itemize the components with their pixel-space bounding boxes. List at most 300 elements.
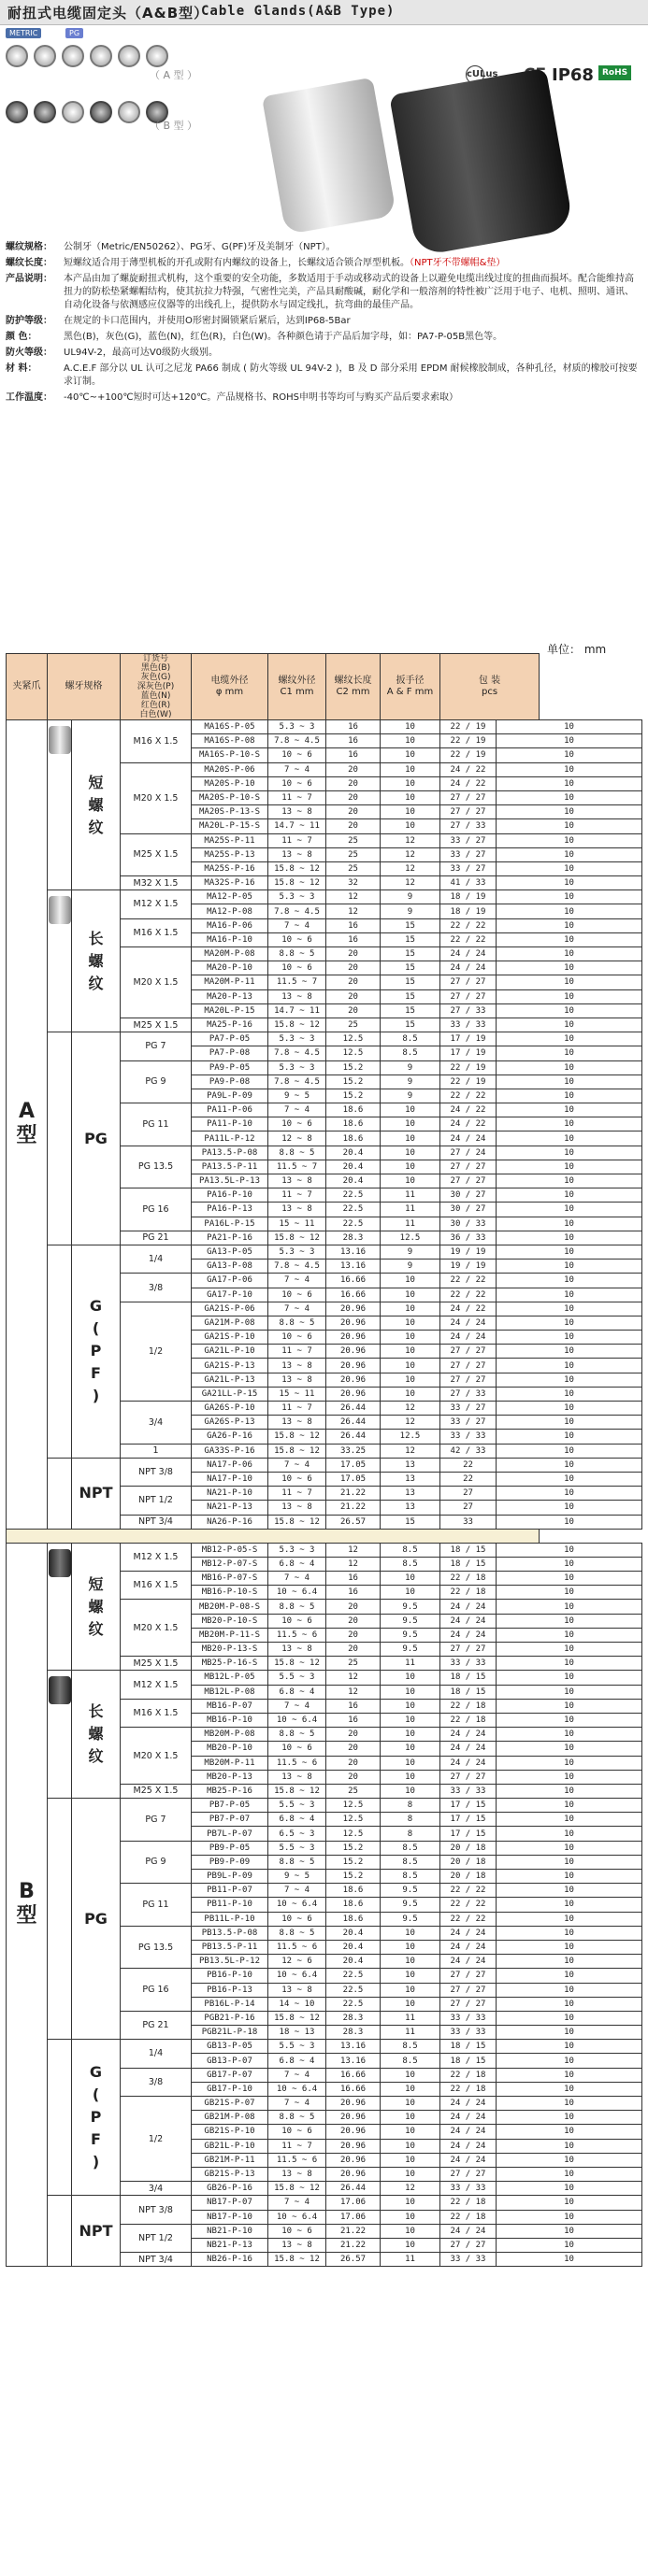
thread-od: 12.5 [326,1032,381,1046]
thread-len: 10 [381,2097,440,2111]
thread-od: 20 [326,1628,381,1642]
order-no: PB7L-P-07 [192,1827,268,1841]
wrench-size: 24 / 22 [440,1103,497,1117]
type-a-label: （ A 型 ） [150,69,198,81]
wrench-size: 27 / 33 [440,1003,497,1018]
order-no: NB21-P-13 [192,2238,268,2252]
cable-dia: 5.5 ~ 3 [268,1841,326,1855]
cable-dia: 11 ~ 7 [268,1345,326,1359]
cable-dia: 10 ~ 6 [268,1912,326,1926]
pack-qty: 10 [497,1685,642,1699]
order-no: MA12-P-05 [192,890,268,904]
order-no: GB21M-P-08 [192,2111,268,2125]
wrench-size: 17 / 19 [440,1046,497,1060]
cable-dia: 8.8 ~ 5 [268,1855,326,1869]
thread-len: 10 [381,2238,440,2252]
cable-dia: 7 ~ 4 [268,1274,326,1288]
thread-len: 9 [381,1089,440,1103]
thread-od: 17.05 [326,1458,381,1472]
thread-len: 10 [381,1174,440,1188]
pack-qty: 10 [497,1416,642,1430]
clamp-image-cell [48,2196,72,2267]
cable-dia: 11 ~ 7 [268,833,326,847]
thread-od: 20.96 [326,1387,381,1401]
cable-dia: 8.8 ~ 5 [268,1926,326,1940]
order-no: PA7-P-08 [192,1046,268,1060]
cable-dia: 9 ~ 5 [268,1870,326,1884]
thread-len: 11 [381,2011,440,2025]
order-no: PA21-P-16 [192,1231,268,1245]
pack-qty: 10 [497,1174,642,1188]
pack-qty: 10 [497,1870,642,1884]
thread-len: 13 [381,1458,440,1472]
thread-len: 15 [381,947,440,961]
cable-dia: 12 ~ 6 [268,1955,326,1969]
order-no: GA21L-P-10 [192,1345,268,1359]
thread-od: 20 [326,1728,381,1742]
thread-spec: 3/8 [121,2068,192,2096]
thread-od: 16 [326,1586,381,1600]
pack-qty: 10 [497,2026,642,2040]
thread-len: 12.5 [381,1430,440,1444]
order-no: MA20S-P-06 [192,762,268,776]
thread-spec: M20 X 1.5 [121,947,192,1018]
title-en: Cable Glands(A&B Type) [201,4,396,19]
wrench-size: 27 / 27 [440,1983,497,1997]
info-label: 材 料： [6,363,37,374]
thread-od: 20.4 [326,1926,381,1940]
thread-od: 22.5 [326,1997,381,2011]
thread-len: 10 [381,1671,440,1685]
thread-len: 9.5 [381,1912,440,1926]
order-no: MA20-P-10 [192,961,268,975]
order-no: MA20-P-13 [192,989,268,1003]
cable-dia: 15.8 ~ 12 [268,2253,326,2267]
cable-dia: 5.5 ~ 3 [268,1671,326,1685]
info-label: 颜 色： [6,332,37,342]
cable-dia: 10 ~ 6.4 [268,1586,326,1600]
wrench-size: 24 / 24 [440,2139,497,2153]
thread-spec: M16 X 1.5 [121,1572,192,1600]
cable-dia: 13 ~ 8 [268,1416,326,1430]
wrench-size: 18 / 19 [440,904,497,918]
thread-len: 15 [381,989,440,1003]
pack-qty: 10 [497,1657,642,1671]
thread-len: 11 [381,2026,440,2040]
order-no: GB21S-P-10 [192,2125,268,2139]
wrench-size: 33 / 33 [440,1018,497,1032]
pack-qty: 10 [497,1827,642,1841]
order-no: GA21L-P-13 [192,1373,268,1387]
thread-spec: M32 X 1.5 [121,876,192,890]
thread-len: 10 [381,1940,440,1954]
cable-dia: 7.8 ~ 4.5 [268,1075,326,1089]
wrench-size: 18 / 15 [440,1543,497,1557]
cable-dia: 5.5 ~ 3 [268,1799,326,1813]
pack-qty: 10 [497,2139,642,2153]
cable-dia: 7.8 ~ 4.5 [268,734,326,748]
order-no: PA9-P-05 [192,1060,268,1075]
wrench-size: 33 / 33 [440,2026,497,2040]
pack-qty: 10 [497,1855,642,1869]
order-no: PB16L-P-14 [192,1997,268,2011]
thread-len: 10 [381,748,440,762]
order-no: PB7-P-05 [192,1799,268,1813]
thread-len: 10 [381,1713,440,1727]
thread-od: 26.44 [326,1430,381,1444]
order-no: MB25-P-16 [192,1784,268,1798]
thread-len: 9 [381,1075,440,1089]
cable-dia: 12 ~ 8 [268,1131,326,1146]
cable-dia: 9 ~ 5 [268,1089,326,1103]
cable-dia: 8.8 ~ 5 [268,947,326,961]
wrench-size: 33 / 33 [440,2253,497,2267]
thread-len: 10 [381,1274,440,1288]
order-no: PA11-P-10 [192,1117,268,1131]
wrench-size: 27 / 27 [440,1345,497,1359]
pack-qty: 10 [497,861,642,875]
pack-qty: 10 [497,2082,642,2096]
order-no: PA13.5L-P-13 [192,1174,268,1188]
thread-od: 16 [326,1713,381,1727]
thread-od: 33.25 [326,1444,381,1458]
thread-od: 26.44 [326,1402,381,1416]
cable-dia: 6.8 ~ 4 [268,1685,326,1699]
thread-od: 12 [326,904,381,918]
pack-qty: 10 [497,833,642,847]
thread-spec: M25 X 1.5 [121,833,192,876]
wrench-size: 24 / 24 [440,1316,497,1330]
thread-od: 12 [326,1671,381,1685]
table-row [7,1799,642,1813]
order-no: GB13-P-07 [192,2054,268,2068]
thread-len: 8.5 [381,1543,440,1557]
thread-spec: 1/4 [121,2040,192,2068]
wrench-size: 41 / 33 [440,876,497,890]
thread-od: 21.22 [326,2224,381,2238]
thread-len: 10 [381,1387,440,1401]
order-no: GA13-P-08 [192,1260,268,1274]
pack-qty: 10 [497,1515,642,1529]
pack-qty: 10 [497,2238,642,2252]
pack-qty: 10 [497,1813,642,1827]
thread-len: 8.5 [381,1557,440,1571]
wrench-size: 33 / 33 [440,1784,497,1798]
order-no: MB20M-P-08 [192,1728,268,1742]
cable-dia: 5.3 ~ 3 [268,1032,326,1046]
order-no: GA21S-P-10 [192,1331,268,1345]
thread-od: 20 [326,776,381,790]
cable-dia: 10 ~ 6 [268,1614,326,1628]
order-no: GA21M-P-08 [192,1316,268,1330]
thread-od: 20.96 [326,1302,381,1316]
cable-dia: 11 ~ 7 [268,2139,326,2153]
cable-dia: 5.3 ~ 3 [268,720,326,734]
cable-dia: 6.8 ~ 4 [268,1813,326,1827]
order-no: MA20M-P-08 [192,947,268,961]
thread-od: 20.96 [326,2111,381,2125]
info-row [6,315,641,328]
thread-len: 10 [381,1103,440,1117]
thread-od: 26.44 [326,1416,381,1430]
wrench-size: 22 / 18 [440,1586,497,1600]
pack-qty: 10 [497,876,642,890]
cable-dia: 7.8 ~ 4.5 [268,1260,326,1274]
info-label: 工作温度： [6,392,52,403]
thread-len: 10 [381,805,440,819]
type-label: A 型 [7,720,48,1530]
thread-len: 12 [381,2182,440,2196]
thread-od: 12.5 [326,1046,381,1060]
thread-len: 11 [381,1203,440,1217]
order-no: GA17-P-06 [192,1274,268,1288]
header-thread-spec: 螺牙规格 [48,654,121,720]
cable-dia: 15 ~ 11 [268,1387,326,1401]
cable-dia: 10 ~ 6 [268,1472,326,1486]
pack-qty: 10 [497,1103,642,1117]
cable-dia: 11.5 ~ 6 [268,2153,326,2167]
gland-icon [49,896,71,924]
thread-od: 16.66 [326,1274,381,1288]
thread-od: 16 [326,932,381,946]
pack-qty: 10 [497,1756,642,1770]
order-no: MA20S-P-10 [192,776,268,790]
wrench-size: 33 / 33 [440,2011,497,2025]
cable-dia: 10 ~ 6 [268,1331,326,1345]
thread-len: 10 [381,720,440,734]
thread-len: 10 [381,1983,440,1997]
pack-qty: 10 [497,1912,642,1926]
thread-od: 22.5 [326,1983,381,1997]
wrench-size: 33 [440,1515,497,1529]
thread-len: 12 [381,1402,440,1416]
thread-len: 10 [381,1146,440,1160]
cable-dia: 10 ~ 6 [268,2224,326,2238]
thread-len: 10 [381,1302,440,1316]
wrench-size: 24 / 24 [440,1331,497,1345]
pack-qty: 10 [497,1018,642,1032]
thread-len: 15 [381,918,440,932]
cable-gland-b-photo [389,68,574,257]
clamp-image-cell [48,2040,72,2196]
thread-len: 11 [381,1657,440,1671]
cable-dia: 10 ~ 6 [268,776,326,790]
wrench-size: 30 / 27 [440,1203,497,1217]
thread-len: 9.5 [381,1628,440,1642]
cable-dia: 6.8 ~ 4 [268,1557,326,1571]
thread-od: 15.2 [326,1841,381,1855]
pack-qty: 10 [497,1742,642,1756]
wrench-size: 27 / 27 [440,805,497,819]
thread-od: 22.5 [326,1217,381,1231]
wrench-size: 24 / 22 [440,1117,497,1131]
cable-dia: 10 ~ 6 [268,748,326,762]
pack-qty: 10 [497,1770,642,1784]
thread-len: 9.5 [381,1614,440,1628]
cable-dia: 5.5 ~ 3 [268,2040,326,2054]
cable-dia: 15.8 ~ 12 [268,1784,326,1798]
wrench-size: 19 / 19 [440,1245,497,1259]
thread-od: 28.3 [326,2011,381,2025]
cable-dia: 5.3 ~ 3 [268,1543,326,1557]
table-row [7,720,642,734]
cable-dia: 11 ~ 7 [268,1188,326,1203]
cable-dia: 10 ~ 6 [268,1742,326,1756]
order-no: MA20M-P-11 [192,975,268,989]
pack-qty: 10 [497,1359,642,1373]
pack-qty: 10 [497,748,642,762]
header-thread-len: 螺纹长度 C2 mm [326,654,381,720]
thread-od: 15.2 [326,1855,381,1869]
info-label: 螺纹长度： [6,258,52,268]
wrench-size: 24 / 24 [440,961,497,975]
thread-len: 12 [381,1444,440,1458]
table-row [7,890,642,904]
exploded-view-b [6,101,168,123]
cable-dia: 13 ~ 8 [268,847,326,861]
wrench-size: 24 / 24 [440,2224,497,2238]
order-no: MB20-P-13 [192,1770,268,1784]
thread-len: 10 [381,1955,440,1969]
thread-spec: 1/2 [121,2097,192,2182]
wrench-size: 27 / 27 [440,1770,497,1784]
wrench-size: 33 / 33 [440,2182,497,2196]
wrench-size: 30 / 33 [440,1217,497,1231]
thread-len: 10 [381,1756,440,1770]
cable-dia: 11.5 ~ 7 [268,975,326,989]
cable-dia: 13 ~ 8 [268,2167,326,2181]
pg-badge: PG [65,28,83,38]
pack-qty: 10 [497,1046,642,1060]
order-no: NB17-P-10 [192,2210,268,2224]
thread-len: 10 [381,2111,440,2125]
pack-qty: 10 [497,1075,642,1089]
thread-od: 18.6 [326,1131,381,1146]
order-no: PA7-P-05 [192,1032,268,1046]
thread-spec: PG 11 [121,1884,192,1927]
pack-qty: 10 [497,2253,642,2267]
cable-dia: 7 ~ 4 [268,1103,326,1117]
thread-spec: M12 X 1.5 [121,890,192,918]
thread-len: 10 [381,1345,440,1359]
cable-dia: 15.8 ~ 12 [268,861,326,875]
wrench-size: 24 / 24 [440,2125,497,2139]
thread-spec: 1 [121,1444,192,1458]
pack-qty: 10 [497,1983,642,1997]
cable-dia: 6.5 ~ 3 [268,1827,326,1841]
order-no: MB20-P-10-S [192,1614,268,1628]
order-no: MB12-P-05-S [192,1543,268,1557]
thread-spec: PG 13.5 [121,1146,192,1188]
thread-spec: 3/8 [121,1274,192,1302]
order-no: GA26-P-16 [192,1430,268,1444]
pack-qty: 10 [497,2224,642,2238]
order-no: PB11L-P-10 [192,1912,268,1926]
cable-dia: 7.8 ~ 4.5 [268,1046,326,1060]
info-value: 在规定的卡口范围内，并使用O形密封圈锁紧后紧后，达到IP68-5Bar [64,316,351,326]
order-no: PB9-P-09 [192,1855,268,1869]
order-no: GB17-P-07 [192,2068,268,2082]
wrench-size: 33 / 27 [440,1416,497,1430]
thread-od: 15.2 [326,1060,381,1075]
pack-qty: 10 [497,790,642,804]
pack-qty: 10 [497,1373,642,1387]
pack-qty: 10 [497,1316,642,1330]
pack-qty: 10 [497,1387,642,1401]
thread-od: 12 [326,1557,381,1571]
thread-spec: PG 11 [121,1103,192,1146]
order-no: GB21S-P-13 [192,2167,268,2181]
thread-od: 12.5 [326,1813,381,1827]
order-no: PA9-P-08 [192,1075,268,1089]
thread-len: 11 [381,1217,440,1231]
table-row [7,1543,642,1557]
cable-dia: 10 ~ 6.4 [268,2210,326,2224]
order-no: PGB21-P-16 [192,2011,268,2025]
separator-cell [7,1529,540,1543]
pack-qty: 10 [497,1955,642,1969]
thread-od: 32 [326,876,381,890]
thread-len: 10 [381,1359,440,1373]
thread-len: 10 [381,1926,440,1940]
cable-dia: 15.8 ~ 12 [268,876,326,890]
order-no: MB25-P-16-S [192,1657,268,1671]
cable-dia: 8.8 ~ 5 [268,1316,326,1330]
pack-qty: 10 [497,2153,642,2167]
thread-spec: PG 21 [121,1231,192,1245]
wrench-size: 22 / 18 [440,1713,497,1727]
pack-qty: 10 [497,1032,642,1046]
exploded-view-a [6,45,168,67]
thread-od: 17.05 [326,1472,381,1486]
pack-qty: 10 [497,1203,642,1217]
thread-od: 16 [326,748,381,762]
cul-us-cert: cULus [466,65,484,84]
order-no: GB17-P-10 [192,2082,268,2096]
wrench-size: 22 / 19 [440,1075,497,1089]
wrench-size: 24 / 24 [440,2097,497,2111]
type-label: B 型 [7,1543,48,2267]
thread-od: 20 [326,1003,381,1018]
thread-len: 10 [381,1728,440,1742]
cable-dia: 14.7 ~ 11 [268,1003,326,1018]
info-value: A.C.E.F 部分以 UL 认可之尼龙 PA66 制成 ( 防火等级 UL 94V-2 )，B 及 D 部分采用 EPDM 耐候橡胶制成，各种孔径，材质的橡胶可按要求订制。 [64,363,638,387]
info-label: 防火等级： [6,348,52,358]
pack-qty: 10 [497,1188,642,1203]
rohs-cert: RoHS [598,65,631,80]
wrench-size: 22 / 22 [440,1274,497,1288]
header-thread-od: 螺纹外径 C1 mm [268,654,326,720]
order-no: GA26S-P-13 [192,1416,268,1430]
pack-qty: 10 [497,1117,642,1131]
cable-dia: 5.3 ~ 3 [268,1245,326,1259]
thread-len: 11 [381,2253,440,2267]
table-row [7,1671,642,1685]
wrench-size: 22 / 18 [440,1699,497,1713]
wrench-size: 22 [440,1458,497,1472]
thread-spec: 3/4 [121,2182,192,2196]
thread-od: 20 [326,1600,381,1614]
wrench-size: 24 / 22 [440,762,497,776]
thread-len: 10 [381,1572,440,1586]
order-no: GA21S-P-13 [192,1359,268,1373]
wrench-size: 22 / 22 [440,918,497,932]
order-no: MA25S-P-16 [192,861,268,875]
wrench-size: 42 / 33 [440,1444,497,1458]
thread-len: 15 [381,1003,440,1018]
wrench-size: 27 / 27 [440,1997,497,2011]
order-no: PGB21L-P-18 [192,2026,268,2040]
